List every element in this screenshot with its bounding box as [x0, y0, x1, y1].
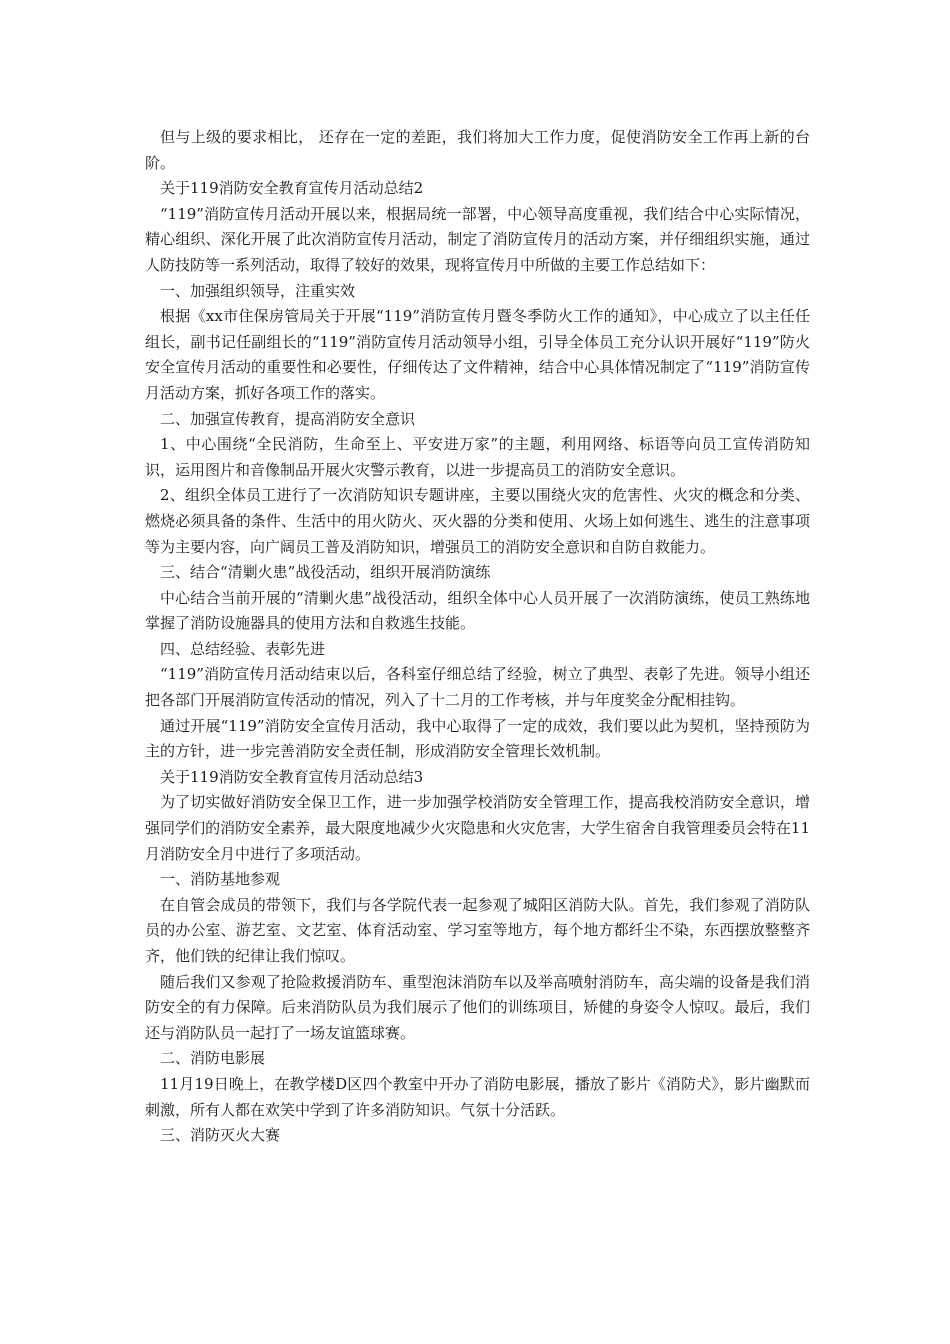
paragraph: 2、组织全体员工进行了一次消防知识专题讲座，主要以围绕火灾的危害性、火灾的概念和分类、燃烧必须具备的条件、生活中的用火防火、灭火器的分类和使用、火场上如何逃生、逃生的注意事项等为主要内容，向广阔员工普及消防知识，增强员工的消防安全意识和自防自救能力。 [145, 486, 810, 556]
section-heading: 关于119消防安全教育宣传月活动总结3 [160, 767, 424, 786]
paragraph: 根据《xx市住保房管局关于开展“119”消防宣传月暨冬季防火工作的通知》，中心成立了以主任任组长，副书记任副组长的“119”消防宣传月活动领导小组，引导全体员工充分认识开展好“119”防火安全宣传月活动的重要性和必要性，仔细传达了文件精神，结合中心具体情况制定了“119”消防宣传月活动方案，抓好各项工作的落实。 [145, 307, 810, 402]
paragraph: 中心结合当前开展的“清剿火患”战役活动，组织全体中心人员开展了一次消防演练，使员工熟练地掌握了消防设施器具的使用方法和自救逃生技能。 [145, 588, 810, 633]
paragraph: 随后我们又参观了抢险救援消防车、重型泡沫消防车以及举高喷射消防车，高尖端的设备是我们消防安全的有力保障。后来消防队员为我们展示了他们的训练项目，矫健的身姿令人惊叹。最后，我们还与消防队员一起打了一场友谊篮球赛。 [145, 972, 810, 1042]
paragraph: 通过开展“119”消防安全宣传月活动，我中心取得了一定的成效，我们要以此为契机，坚持预防为主的方针，进一步完善消防安全责任制，形成消防安全管理长效机制。 [145, 716, 810, 761]
section-heading: 关于119消防安全教育宣传月活动总结2 [160, 179, 424, 198]
section-heading: 三、消防灭火大赛 [160, 1126, 281, 1145]
section-heading: 一、加强组织领导，注重实效 [160, 281, 356, 300]
paragraph: “119”消防宣传月活动开展以来，根据局统一部署，中心领导高度重视，我们结合中心实际情况，精心组织、深化开展了此次消防宣传月活动，制定了消防宣传月的活动方案，并仔细组织实施，通过人防技防等一系列活动，取得了较好的效果，现将宣传月中所做的主要工作总结如下： [145, 204, 810, 274]
section-heading: 三、结合“清剿火患”战役活动，组织开展消防演练 [160, 563, 491, 582]
paragraph: 但与上级的要求相比， 还存在一定的差距，我们将加大工作力度，促使消防安全工作再上新的台阶。 [145, 128, 810, 172]
section-heading: 四、总结经验、表彰先进 [160, 639, 326, 658]
document-body [145, 125, 810, 1149]
paragraph: “119”消防宣传月活动结束以后，各科室仔细总结了经验，树立了典型、表彰了先进。领导小组还把各部门开展消防宣传活动的情况，列入了十二月的工作考核，并与年度奖金分配相挂钩。 [145, 665, 810, 710]
paragraph: 为了切实做好消防安全保卫工作，进一步加强学校消防安全管理工作，提高我校消防安全意识，增强同学们的消防安全素养，最大限度地减少火灾隐患和火灾危害，大学生宿舍自我管理委员会特在11月消防安全月中进行了多项活动。 [145, 793, 810, 863]
section-heading: 二、加强宣传教育，提高消防安全意识 [160, 409, 416, 428]
section-heading: 二、消防电影展 [160, 1049, 266, 1068]
paragraph: 在自管会成员的带领下，我们与各学院代表一起参观了城阳区消防大队。首先，我们参观了消防队员的办公室、游艺室、文艺室、体育活动室、学习室等地方，每个地方都纤尘不染，东西摆放整整齐齐，他们铁的纪律让我们惊叹。 [145, 895, 810, 965]
paragraph: 1、中心围绕“全民消防，生命至上、平安进万家”的主题，利用网络、标语等向员工宣传消防知识，运用图片和音像制品开展火灾警示教育，以进一步提高员工的消防安全意识。 [145, 435, 810, 479]
section-heading: 一、消防基地参观 [160, 870, 281, 889]
paragraph: 11月19日晚上，在教学楼D区四个教室中开办了消防电影展，播放了影片《消防犬》，影片幽默而刺激，所有人都在欢笑中学到了许多消防知识。气氛十分活跃。 [145, 1074, 810, 1119]
